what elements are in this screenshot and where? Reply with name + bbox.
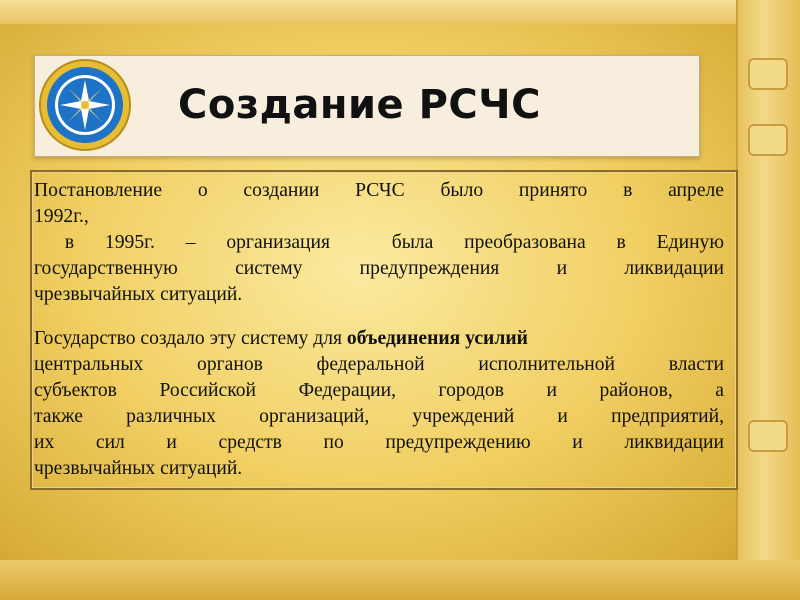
- text-line: их сил и средств по предупреждению и ликвидации: [34, 432, 724, 453]
- paragraph-1: [34, 178, 724, 308]
- text-line: чрезвычайных ситуаций.: [34, 284, 243, 305]
- mchs-emblem-icon: [38, 58, 132, 152]
- text-line: также различных организаций, учреждений и предприятий,: [34, 406, 724, 427]
- frame-right: [736, 0, 800, 600]
- text-line: в 1995г. – организация была преобразована в Единую: [34, 232, 724, 253]
- text-line: субъектов Российской Федерации, городов и районов, а: [34, 380, 724, 401]
- frame-top: [0, 0, 800, 24]
- text-line: центральных органов федеральной исполнительной власти: [34, 354, 724, 375]
- text-line: государственную систему предупреждения и ликвидации: [34, 258, 724, 279]
- slide-title: Создание РСЧС: [178, 82, 541, 128]
- text-line: 1992г.,: [34, 206, 89, 227]
- frame-bottom: [0, 560, 800, 600]
- panel-knob: [748, 124, 788, 156]
- paragraph-2: [34, 326, 724, 482]
- text-lead: Государство создало эту систему для: [34, 328, 347, 349]
- text-line: [34, 326, 724, 352]
- text-line: чрезвычайных ситуаций.: [34, 458, 243, 479]
- text-emphasis: объединения усилий: [346, 328, 528, 349]
- panel-knob: [748, 58, 788, 90]
- panel-knob: [748, 420, 788, 452]
- text-line: Постановление о создании РСЧС было принято в апреле: [34, 180, 724, 201]
